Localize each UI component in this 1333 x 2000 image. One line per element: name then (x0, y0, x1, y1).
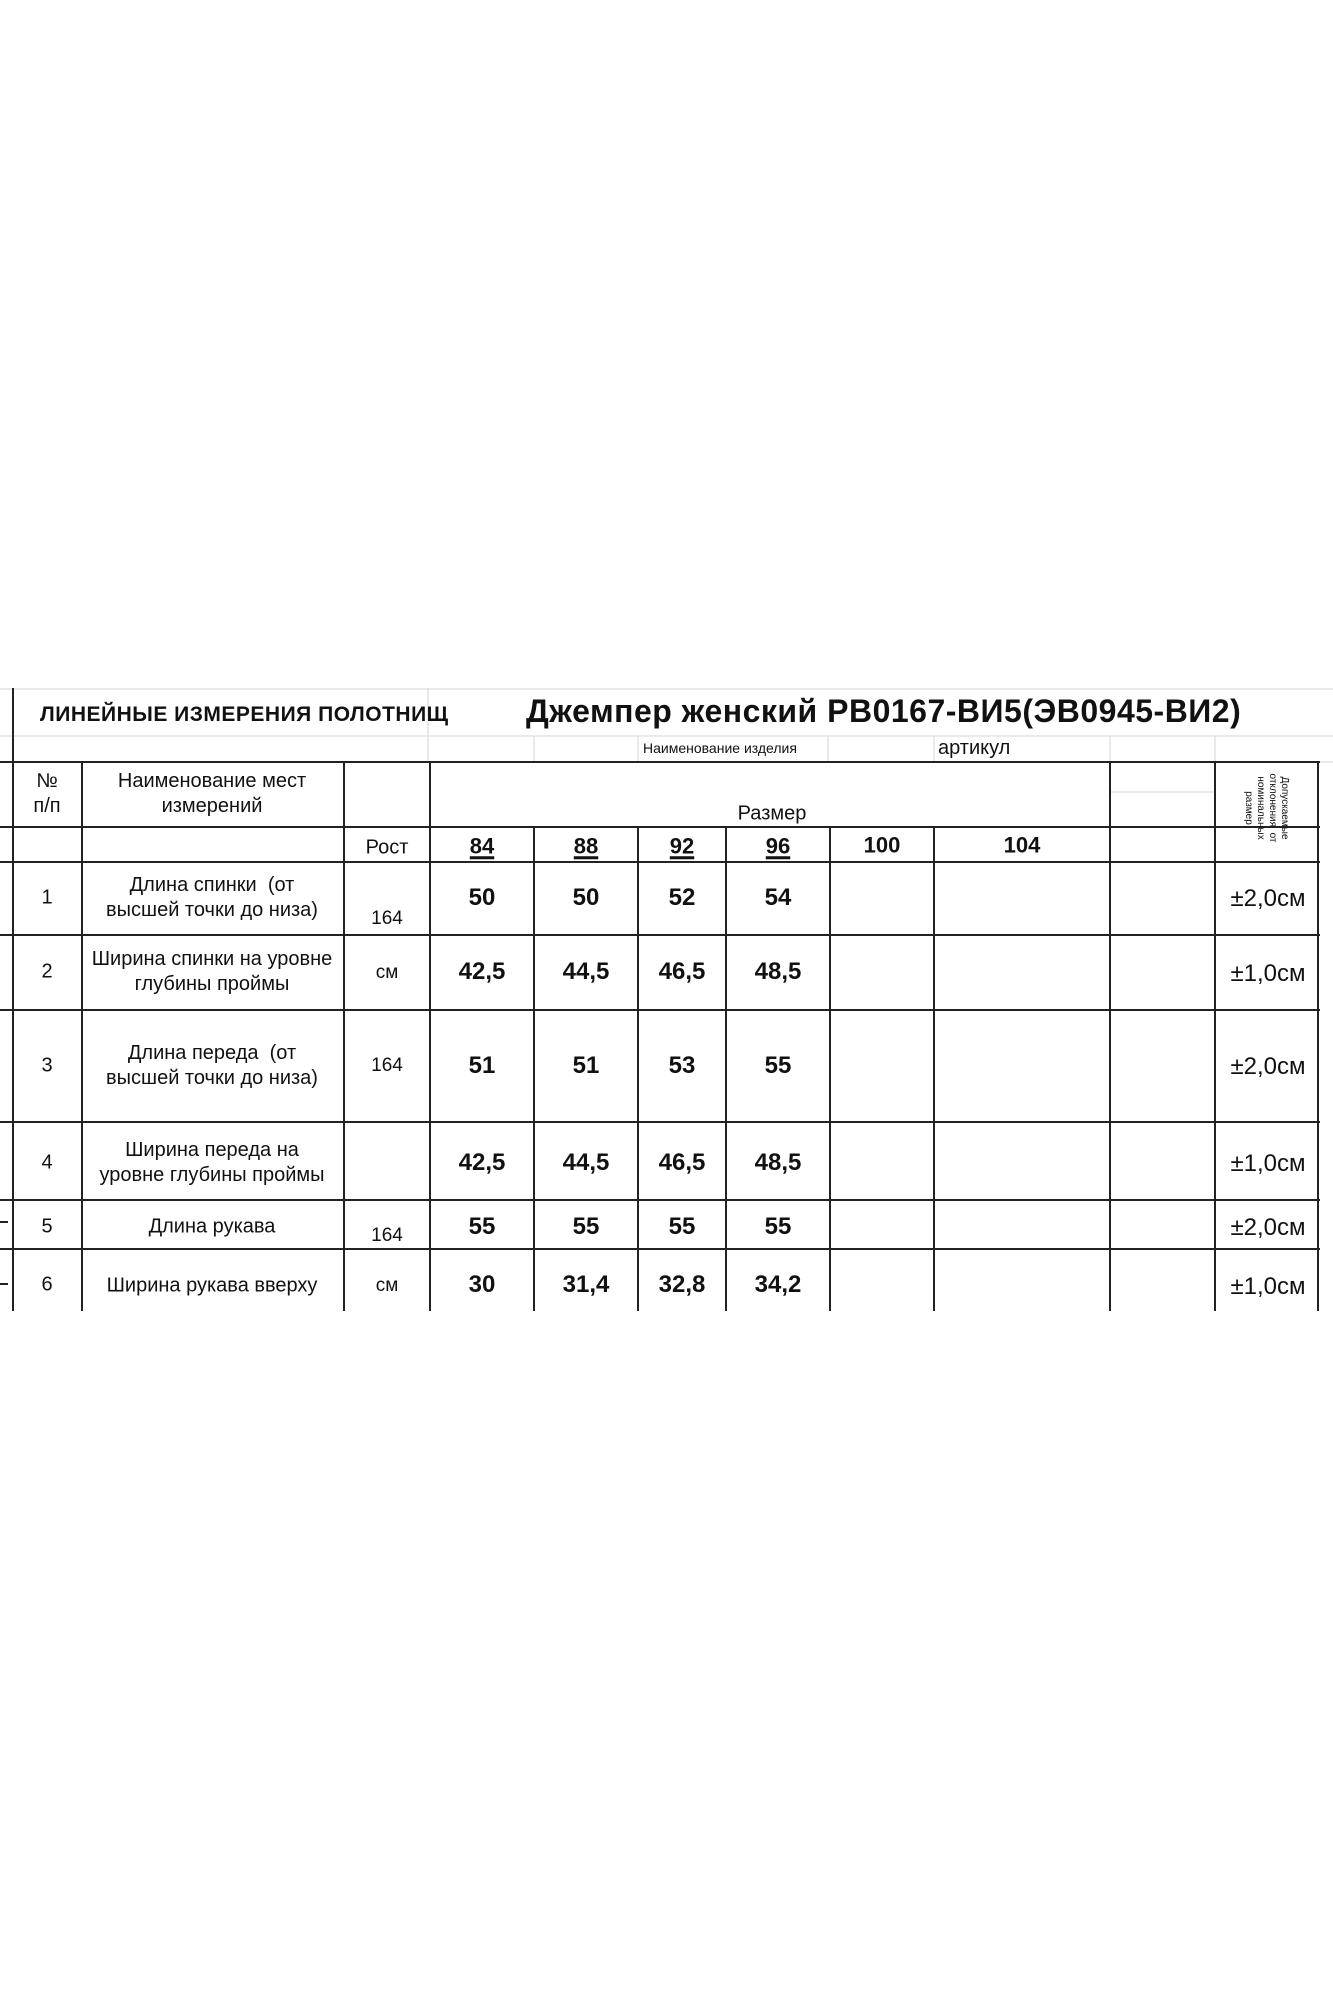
row-5-value-92: 55 (668, 1213, 696, 1240)
row-1-tolerance: ±2,0см (1230, 885, 1306, 912)
row-6-value-96: 34,2 (754, 1271, 802, 1298)
measurement-sheet (0, 688, 1333, 1311)
row-4-value-84: 42,5 (458, 1149, 506, 1176)
row-3-value-84: 51 (468, 1052, 496, 1079)
row-5-height: 164 (371, 1225, 403, 1247)
row-6-number: 6 (41, 1273, 53, 1296)
row-4-value-92: 46,5 (658, 1149, 706, 1176)
row-3-height: 164 (371, 1055, 403, 1077)
row-5-name: Длина рукава (148, 1215, 276, 1238)
row-6-height: см (375, 1275, 399, 1297)
row-3-value-92: 53 (668, 1052, 696, 1079)
height-header: Рост (365, 836, 409, 859)
row-2-name: Ширина спинки на уровне глубины проймы (91, 948, 333, 995)
row-2-tolerance: ±1,0см (1230, 960, 1306, 987)
row-3-tolerance: ±2,0см (1230, 1053, 1306, 1080)
size-84: 84 (469, 833, 495, 859)
row-3-value-96: 55 (764, 1052, 792, 1079)
row-5-value-96: 55 (764, 1213, 792, 1240)
size-96: 96 (765, 833, 791, 859)
article-caption: артикул (938, 737, 1011, 759)
row-6-name: Ширина рукава вверху (106, 1274, 318, 1297)
row-4-name: Ширина переда на уровне глубины проймы (99, 1139, 325, 1186)
row-6-value-88: 31,4 (562, 1271, 610, 1298)
row-5-number: 5 (41, 1215, 53, 1238)
row-6-value-92: 32,8 (658, 1271, 706, 1298)
row-1-value-84: 50 (468, 884, 496, 911)
row-5-value-88: 55 (572, 1213, 600, 1240)
row-6-tolerance: ±1,0см (1230, 1273, 1306, 1300)
size-header: Размер (737, 802, 807, 825)
row-1-number: 1 (41, 886, 53, 909)
row-5-tolerance: ±2,0см (1230, 1214, 1306, 1241)
product-title: Джемпер женский РВ0167-ВИ5(ЭВ0945-ВИ2) (526, 693, 1242, 729)
row-2-number: 2 (41, 960, 53, 983)
row-2-height: см (375, 962, 399, 984)
row-3-number: 3 (41, 1054, 53, 1077)
row-1-value-88: 50 (572, 884, 600, 911)
row-2-value-92: 46,5 (658, 958, 706, 985)
sheet-title: ЛИНЕЙНЫЕ ИЗМЕРЕНИЯ ПОЛОТНИЩ (40, 703, 449, 726)
row-3-name: Длина переда (от высшей точки до низа) (106, 1042, 318, 1089)
row-2-value-84: 42,5 (458, 958, 506, 985)
row-4-value-96: 48,5 (754, 1149, 802, 1176)
tolerance-header: Допускаемые отклонения от номинальных размер (1243, 773, 1290, 843)
size-88: 88 (573, 833, 599, 859)
size-104: 104 (1003, 832, 1041, 858)
row-1-name: Длина спинки (от высшей точки до низа) (106, 874, 318, 921)
row-4-number: 4 (41, 1151, 53, 1174)
size-100: 100 (863, 832, 901, 858)
row-6-value-84: 30 (468, 1271, 496, 1298)
row-1-height: 164 (371, 908, 403, 930)
product-name-caption: Наименование изделия (643, 740, 797, 756)
row-3-value-88: 51 (572, 1052, 600, 1079)
row-5-value-84: 55 (468, 1213, 496, 1240)
number-header: № п/п (33, 770, 61, 817)
size-92: 92 (669, 833, 695, 859)
row-1-value-96: 54 (764, 884, 792, 911)
row-1-value-92: 52 (668, 884, 696, 911)
row-4-value-88: 44,5 (562, 1149, 610, 1176)
row-2-value-96: 48,5 (754, 958, 802, 985)
row-4-tolerance: ±1,0см (1230, 1150, 1306, 1177)
row-2-value-88: 44,5 (562, 958, 610, 985)
place-header: Наименование мест измерений (117, 770, 307, 817)
